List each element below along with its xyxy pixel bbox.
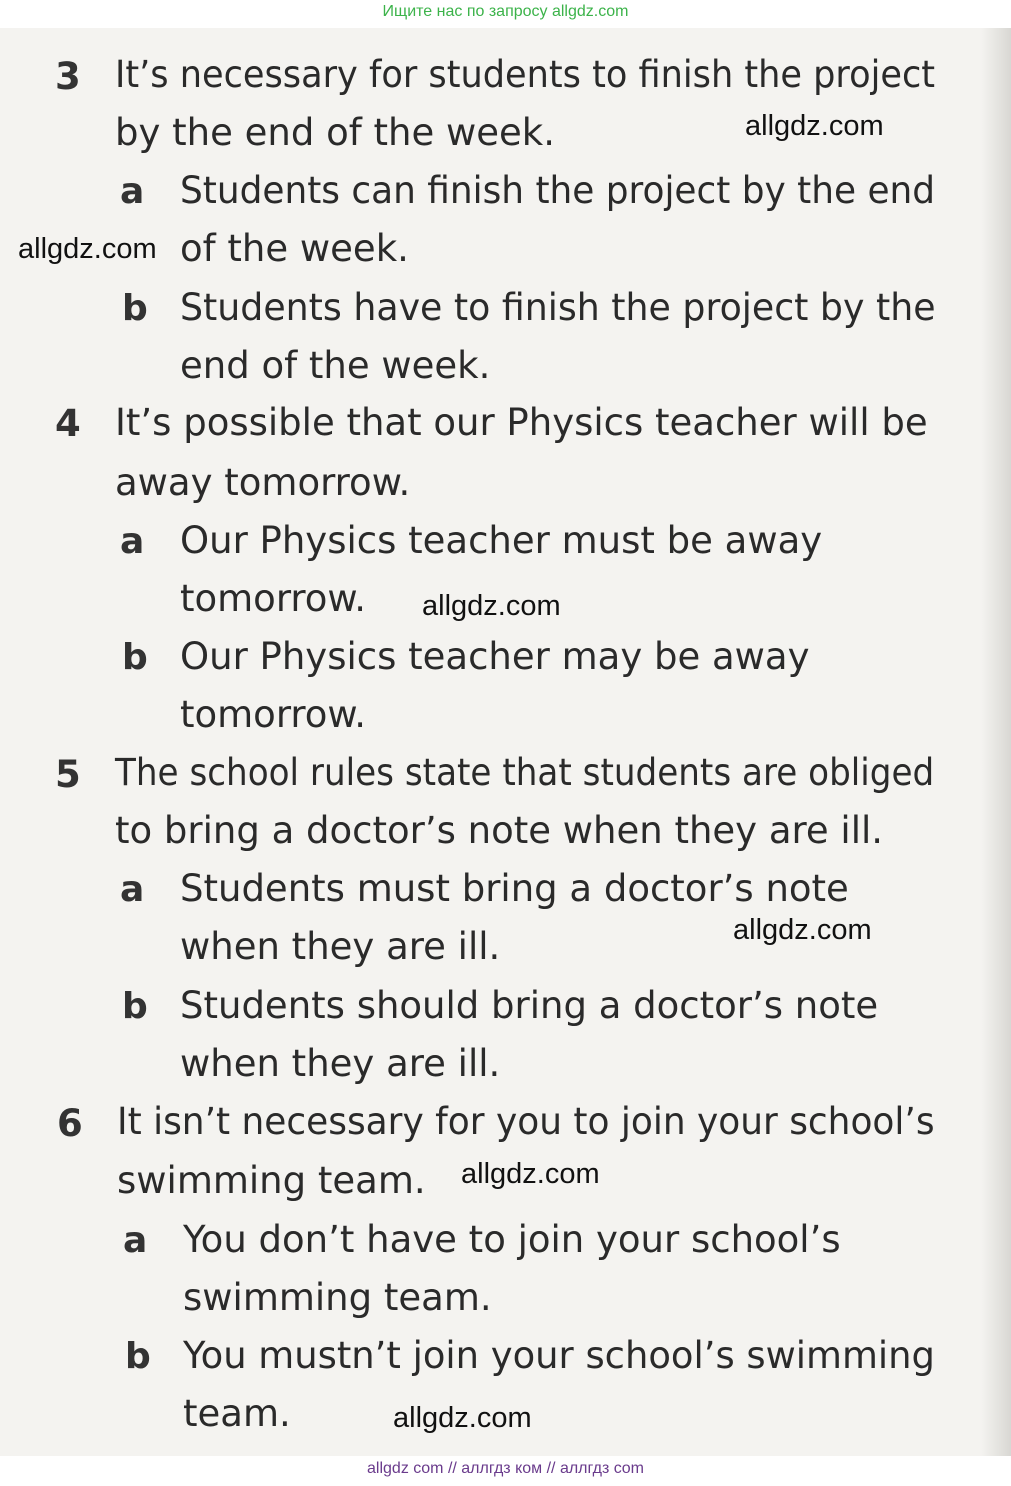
item-6-stem-line-1: It isn’t necessary for you to join your school’s	[117, 1100, 935, 1143]
item-6-option-a-line-1: You don’t have to join your school’s	[183, 1218, 841, 1261]
item-5-option-b-line-1: Students should bring a doctor’s note	[180, 984, 879, 1027]
watermark: allgdz.com	[18, 233, 157, 265]
item-3-option-a-letter: a	[120, 171, 145, 212]
top-banner[interactable]: Ищите нас по запросу allgdz.com	[382, 3, 629, 20]
item-4-stem-line-1: It’s possible that our Physics teacher will be	[115, 401, 928, 444]
item-6-option-a-line-2: swimming team.	[183, 1276, 492, 1319]
bottom-banner[interactable]: allgdz com // аллгдз ком // аллгдз com	[367, 1460, 644, 1477]
page-edge-shadow	[981, 28, 1011, 1456]
item-number-6: 6	[57, 1102, 83, 1145]
watermark: allgdz.com	[422, 590, 561, 622]
item-4-option-b-line-2: tomorrow.	[180, 693, 367, 736]
item-3-option-b-letter: b	[122, 288, 148, 329]
item-4-option-a-line-2: tomorrow.	[180, 577, 367, 620]
item-3-option-a-line-2: of the week.	[180, 227, 409, 270]
item-6-option-a-letter: a	[123, 1220, 148, 1261]
item-5-option-a-letter: a	[120, 869, 145, 910]
watermark: allgdz.com	[733, 914, 872, 946]
watermark: allgdz.com	[393, 1402, 532, 1434]
item-3-option-b-line-1: Students have to finish the project by the	[180, 286, 936, 329]
watermark: allgdz.com	[745, 110, 884, 142]
item-5-option-a-line-2: when they are ill.	[180, 925, 501, 968]
item-5-stem-line-1: The school rules state that students are obliged	[115, 751, 935, 794]
item-number-4: 4	[55, 402, 81, 445]
item-4-option-a-letter: a	[120, 521, 145, 562]
item-5-option-a-line-1: Students must bring a doctor’s note	[180, 867, 849, 910]
item-6-option-b-letter: b	[125, 1336, 151, 1377]
item-6-stem-line-2: swimming team.	[117, 1159, 426, 1202]
item-3-option-b-line-2: end of the week.	[180, 344, 491, 387]
item-5-stem-line-2: to bring a doctor’s note when they are ill.	[115, 809, 884, 852]
watermark: allgdz.com	[461, 1158, 600, 1190]
item-6-option-b-line-2: team.	[183, 1392, 291, 1435]
item-number-3: 3	[55, 55, 81, 98]
item-3-option-a-line-1: Students can finish the project by the end	[180, 169, 936, 212]
item-6-option-b-line-1: You mustn’t join your school’s swimming	[183, 1334, 935, 1377]
item-5-option-b-letter: b	[122, 986, 148, 1027]
item-4-stem-line-2: away tomorrow.	[115, 461, 411, 504]
item-4-option-a-line-1: Our Physics teacher must be away	[180, 519, 823, 562]
item-number-5: 5	[55, 753, 81, 796]
item-5-option-b-line-2: when they are ill.	[180, 1042, 501, 1085]
item-3-stem-line-2: by the end of the week.	[115, 111, 555, 154]
item-4-option-b-line-1: Our Physics teacher may be away	[180, 635, 810, 678]
item-4-option-b-letter: b	[122, 637, 148, 678]
item-3-stem-line-1: It’s necessary for students to finish the project	[115, 53, 936, 96]
